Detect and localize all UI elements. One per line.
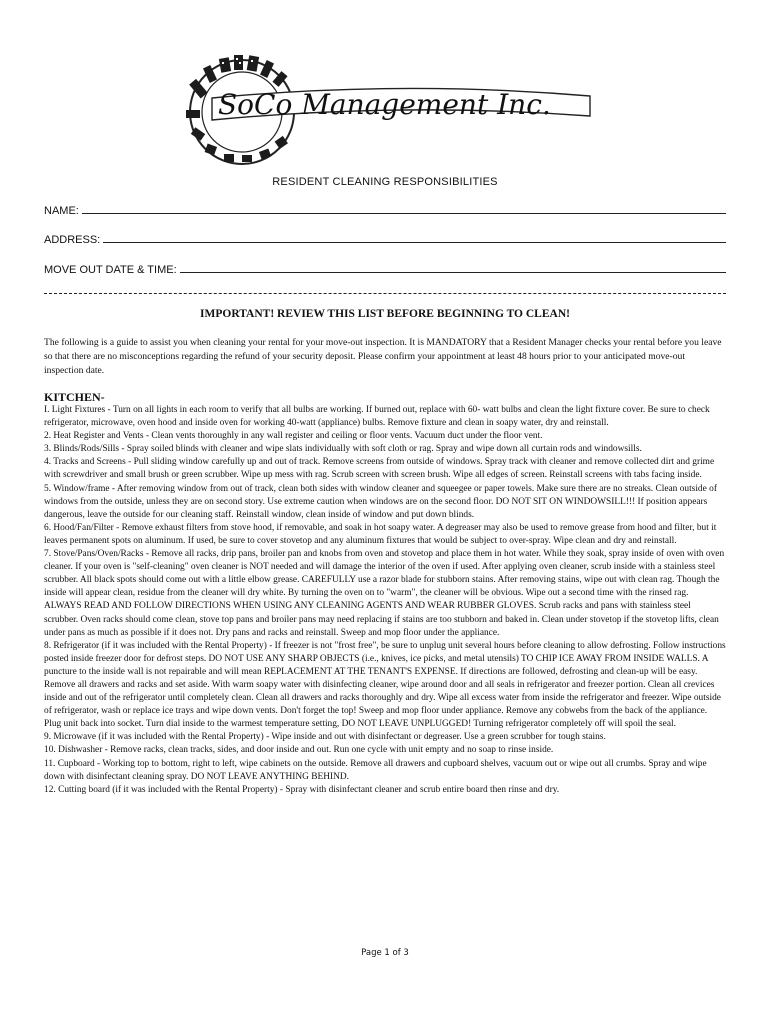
item-cupboard: 11. Cupboard - Working top to bottom, right to left, wipe cabinets on the outside. Remove all drawers and cupboard shelves, vacuum out or wipe out all crumbs. Spray and wipe down with disinfectant cleaning spray. DO NOT LEAVE ANYTHING BEHIND. [44,758,707,782]
item-cutting-board: 12. Cutting board (if it was included with the Rental Property) - Spray with disinfectant cleaner and scrub entire board then rinse and dry. [44,784,560,795]
address-label: ADDRESS: [44,234,101,246]
section-heading-kitchen: KITCHEN- [44,390,105,404]
item-dishwasher: 10. Dishwasher - Remove racks, clean tracks, sides, and door inside and out. Run one cycle with unit empty and no soap to rinse inside. [44,745,554,756]
important-notice: IMPORTANT! REVIEW THIS LIST BEFORE BEGINNING TO CLEAN! [200,308,570,320]
address-blank-line[interactable] [103,233,726,243]
item-stove-oven: 7. Stove/Pans/Oven/Racks - Remove all racks, drip pans, broiler pan and knobs from oven and stovetop and place them in hot water. While they soak, spray inside of oven with oven cleaner. If your oven is "self-cleaning" oven cleaner is NOT needed and will damage the interior of the oven if used. After applying oven cleaner, scrub inside with a stainless steel scrubber. All black spots should come out with a little elbow grease. CAREFULLY use a razor blade for stubborn stains. After removing stains, wipe out with clean rag. Though the inside will appear clean, residue from the cleaner will dry white. By turning the oven on to "warm", the cleaner will be obvious. Wipe out a second time with the rinsed rag. ALWAYS READ AND FOLLOW DIRECTIONS WHEN USING ANY CLEANING AGENTS AND WEAR RUBBER GLOVES. Scrub racks and pans with stainless steel scrubber. Oven racks should come clean, stove top pans and broiler pans may need replacing if stains are too stubborn and baked in. Clean under stovetop if the stovetop lifts, clean under pans as much as possible if it does not. Dry pans and racks and reinstall. Sweep and mop floor under the appliance. [44,549,725,638]
item-hood-fan: 6. Hood/Fan/Filter - Remove exhaust filters from stove hood, if removable, and soak in hot soapy water. A degreaser may also be used to remove grease from hood and filter, but it leaves permanent spots on aluminum. If used, be sure to cover stovetop and any aluminum fixtures that would be subject to over-spray. Wipe clean and dry and reinstall. [44,522,717,546]
item-microwave: 9. Microwave (if it was included with the Rental Property) - Wipe inside and out with disinfectant or degreaser. Use a green scrubber for tough stains. [44,732,606,743]
name-label: NAME: [44,205,79,217]
item-refrigerator: 8. Refrigerator (if it was included with the Rental Property) - If freezer is not "frost free", be sure to unplug unit several hours before cleaning to allow defrosting. Follow instructions posted inside freezer door for defrost steps. DO NOT USE ANY SHARP OBJECTS (i.e., knives, ice picks, and metal utensils) TO CHIP ICE AWAY FROM INSIDE WALLS. A puncture to the inside wall is not repairable and will mean REPLACEMENT AT THE TENANT'S EXPENSE. If directions are followed, defrosting and clean-up will be easy. Remove all drawers and racks and set aside. With warm soapy water with disinfecting cleaner, wipe around door and all seals in refrigerator and freezer portion. Clean all crevices inside and out of the refrigerator until completely clean. Clean all drawers and racks thoroughly and dry. Wipe all excess water from inside the refrigerator and freezer. Wipe outside of refrigerator, wash or replace ice trays and wipe down vents. Don't forget the top! Sweep and mop floor under appliance. Remove any cobwebs from the back of the appliance. Plug unit back into socket. Turn dial inside to the warmest temperature setting, DO NOT LEAVE UNPLUGGED! Turning refrigerator completely off will spoil the seal. [44,640,726,730]
move-out-label: MOVE OUT DATE & TIME: [44,264,177,276]
name-blank-line[interactable] [82,204,726,214]
intro-paragraph: The following is a guide to assist you when cleaning your rental for your move-out inspection. It is MANDATORY that a Resident Manager checks your rental before you leave so that there are no misconceptions regarding the refund of your security deposit. Please confirm your appointment at least 48 hours prior to your anticipated move-out inspection date. [44,337,722,377]
item-tracks-screens: 4. Tracks and Screens - Pull sliding window carefully up and out of track. Remove screens from outside of windows. Spray track with cleaner and remove collected dirt and grime with screwdriver and small brush or green scrubber. Wipe up mess with rag. Scrub screen with screen brush. Wipe all edges of screen. Reinstall screens with tabs facing inside. [44,457,715,481]
kitchen-items [44,404,726,797]
item-blinds: 3. Blinds/Rods/Sills - Spray soiled blinds with cleaner and wipe slats individually with soft cloth or rag. Spray and wipe down all curtain rods and windowsills. [44,444,642,455]
address-field[interactable] [44,233,726,246]
item-heat-register: 2. Heat Register and Vents - Clean vents thoroughly in any wall register and ceiling or floor vents. Vacuum duct under the floor vent. [44,431,543,442]
item-window-frame: 5. Window/frame - After removing window from out of track, clean both sides with window cleaner and squeegee or paper towels. Make sure there are no streaks. Clean outside of windows from the outside, unless they are on second story. Use extreme caution when windows are on the second floor. DO NOT SIT ON WINDOWSILL!!! If position appears dangerous, leave the outside for our cleaning staff. Reinstall window, clean inside of window and put down blinds. [44,483,717,520]
name-field[interactable] [44,204,726,217]
dashed-divider [44,293,726,294]
page-number: Page 1 of 3 [361,948,409,958]
document-title: RESIDENT CLEANING RESPONSIBILITIES [272,176,498,188]
move-out-blank-line[interactable] [180,263,726,273]
move-out-field[interactable] [44,263,726,276]
item-light-fixtures: I. Light Fixtures - Turn on all lights in each room to verify that all bulbs are working. If burned out, replace with 60- watt bulbs and clean the light fixture cover. Be sure to check refrigerator, microwave, oven hood and inside oven for working 40-watt (appliance) bulbs. Remove fixture and clean in soapy water, dry and reinstall. [44,405,710,429]
company-logo [172,50,602,175]
logo-text: SoCo Management Inc. [218,88,551,121]
